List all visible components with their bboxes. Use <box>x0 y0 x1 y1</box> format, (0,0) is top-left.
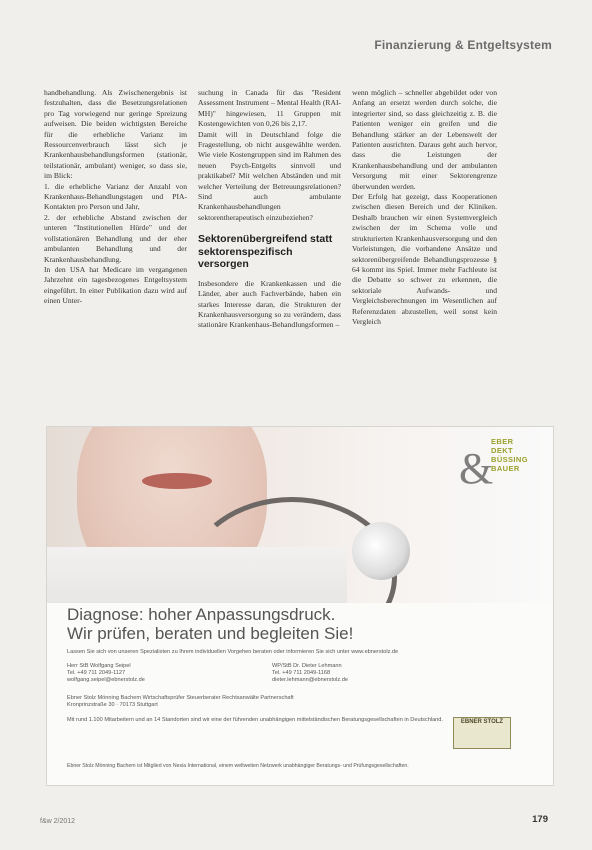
contact-email: wolfgang.seipel@ebnerstolz.de <box>67 677 145 683</box>
ad-intro: Lassen Sie sich von unseren Spezialisten zu Ihrem individuellen Vorgehen beraten oder informieren Sie sich unter www.ebnerstolz.de <box>67 649 399 655</box>
ad-headline <box>67 605 353 643</box>
doctor-photo <box>47 427 553 603</box>
logo-name: EBER <box>491 437 514 446</box>
badge-label: EBNER STOLZ <box>460 719 504 725</box>
magazine-issue: f&w 2/2012 <box>40 818 76 825</box>
paragraph: Insbesondere die Krankenkassen und die Länder, aber auch Fachverbände, haben ein starkes Interesse daran, die Strukturen der Krankenhausversorgung so zu verändern, dass stationäre Krankenhaus-Behandlungsformen – <box>198 278 341 330</box>
article-column-3 <box>352 88 497 458</box>
paragraph: handbehandlung. Als Zwischenergebnis ist festzuhalten, dass die Besetzungsrelationen pro Tag vorwiegend nur geringe Spreizung aufweisen. Die beiden wichtigsten Bereiche für die erhebliche Varianz im Ressourcenverbrauch lässt sich je Krankenhausbehandlungsformen (stationär, teilstationär, ambulant) weniger, so dass sie, im Blick: <box>44 88 187 181</box>
contact-email: dieter.lehmann@ebnerstolz.de <box>272 677 348 683</box>
company-address: Kronprinzstraße 30 · 70173 Stuttgart <box>67 702 158 708</box>
contact-phone: Tel. +49 711 2049-1168 <box>272 670 331 676</box>
contact-phone: Tel. +49 711 2049-1127 <box>67 670 126 676</box>
paragraph: Der Erfolg hat gezeigt, dass Kooperationen zwischen diesen Bereich und der Kliniken. Deshalb brauchen wir einen Systemvergleich zwischen der im Schema volle und strukturierten Krankenhausversorgung und den Vorleistungen, die vorhandene Ansätze und sektorenübergreifende Behandlungsprozesse § 64 kommt ins Spiel. Immer mehr Fachleute ist die Debatte so schwer zu erkennen, die sektoriale Aufwands- und Vergleichsberechnungen im Wesentlichen auf Referenzdaten abzustellen, weil sonst kein Vergleich <box>352 192 497 326</box>
ad-headline-line: Wir prüfen, beraten und begleiten Sie! <box>67 624 354 643</box>
paragraph: suchung in Canada für das "Resident Assessment Instrument – Mental Health (RAI-MH)" hingewiesen, 11 Gruppen mit Kostengewichten von 0,26 bis 2,17. <box>198 88 341 129</box>
ad-description: Mit rund 1.100 Mitarbeitern und an 14 Standorten sind wir eine der führenden unabhängigen mittelständischen Beratungsgesellschaften in Deutschland. <box>67 717 443 723</box>
badge <box>453 717 511 749</box>
page-number: 179 <box>532 814 548 825</box>
contact-name: Herr StB Wolfgang Seipel <box>67 663 131 669</box>
lips-shape <box>142 473 212 489</box>
advertisement <box>46 426 554 786</box>
ad-headline-line: Diagnose: hoher Anpassungsdruck. <box>67 605 336 624</box>
company-name: Ebner Stolz Mönning Bachem Wirtschaftsprüfer Steuerberater Rechtsanwälte Partnerschaft <box>67 695 294 701</box>
paragraph: wenn möglich – schneller abgebildet oder von Anfang an ersetzt werden durch solche, die integrierter sind, so dass gleichzeitig z. B. die Patienten weniger ein greifen und die Behandlung stärker an der Lebenswelt der Patienten ausrichten. Daraus geht auch hervor, dass die Leistungen der Krankenhausbehandlung und der ambulanten Versorgung mit einer Sektorengrenze überwunden werden. <box>352 88 497 191</box>
contact-name: WP/StB Dr. Dieter Lehmann <box>272 663 342 669</box>
company-logo <box>459 437 543 511</box>
logo-name: DEKT <box>491 446 514 455</box>
ad-company <box>67 695 537 709</box>
section-subheading: Sektorenübergreifend statt sektorenspezifisch versorgen <box>198 233 333 271</box>
contact-card <box>67 663 267 684</box>
stethoscope-chestpiece-shape <box>352 522 410 580</box>
article-column-1 <box>44 88 187 458</box>
paragraph: In den USA hat Medicare im vergangenen Jahrzehnt ein tagesbezogenes Entgeltsystem eingeführt. In einer Publikation dazu wird auf einen Unter- <box>44 264 187 306</box>
logo-name: BÜSSING <box>491 455 528 464</box>
running-head: Finanzierung & Entgeltsystem <box>374 38 552 52</box>
contact-card <box>272 663 472 684</box>
paragraph: 1. die erhebliche Varianz der Anzahl von Krankenhaus-Behandlungstagen und PIA-Kontakten pro Person und Jahr, <box>44 181 187 212</box>
ad-footer: Ebner Stolz Mönning Bachem ist Mitglied von Nexia International, einem weltweiten Netzwerk unabhängiger Beratungs- und Prüfungsgesellschaften. <box>67 763 409 769</box>
paragraph: Damit will in Deutschland folge die Fragestellung, ob nicht ausgewählte werden. Wie viele Kostengruppen sind im Rahmen des neuen Psych-Entgelts sinnvoll und praktikabel? Mit welchen Abständen und mit welcher Verteilung der Betreuungsrelationen? Sind auch ambulante Krankenhausbehandlungen sektorentherapeutisch einzubeziehen? <box>198 129 341 222</box>
logo-names <box>491 437 528 473</box>
logo-ampersand: & <box>459 444 494 493</box>
article-column-2 <box>198 88 341 458</box>
logo-name: BAUER <box>491 464 520 473</box>
paragraph: 2. der erhebliche Abstand zwischen der unteren "Institutionellen Hürde" und der vollstationären Behandlung und der eher ambulanten Behandlung und der Krankenhausbehandlung. <box>44 212 187 264</box>
